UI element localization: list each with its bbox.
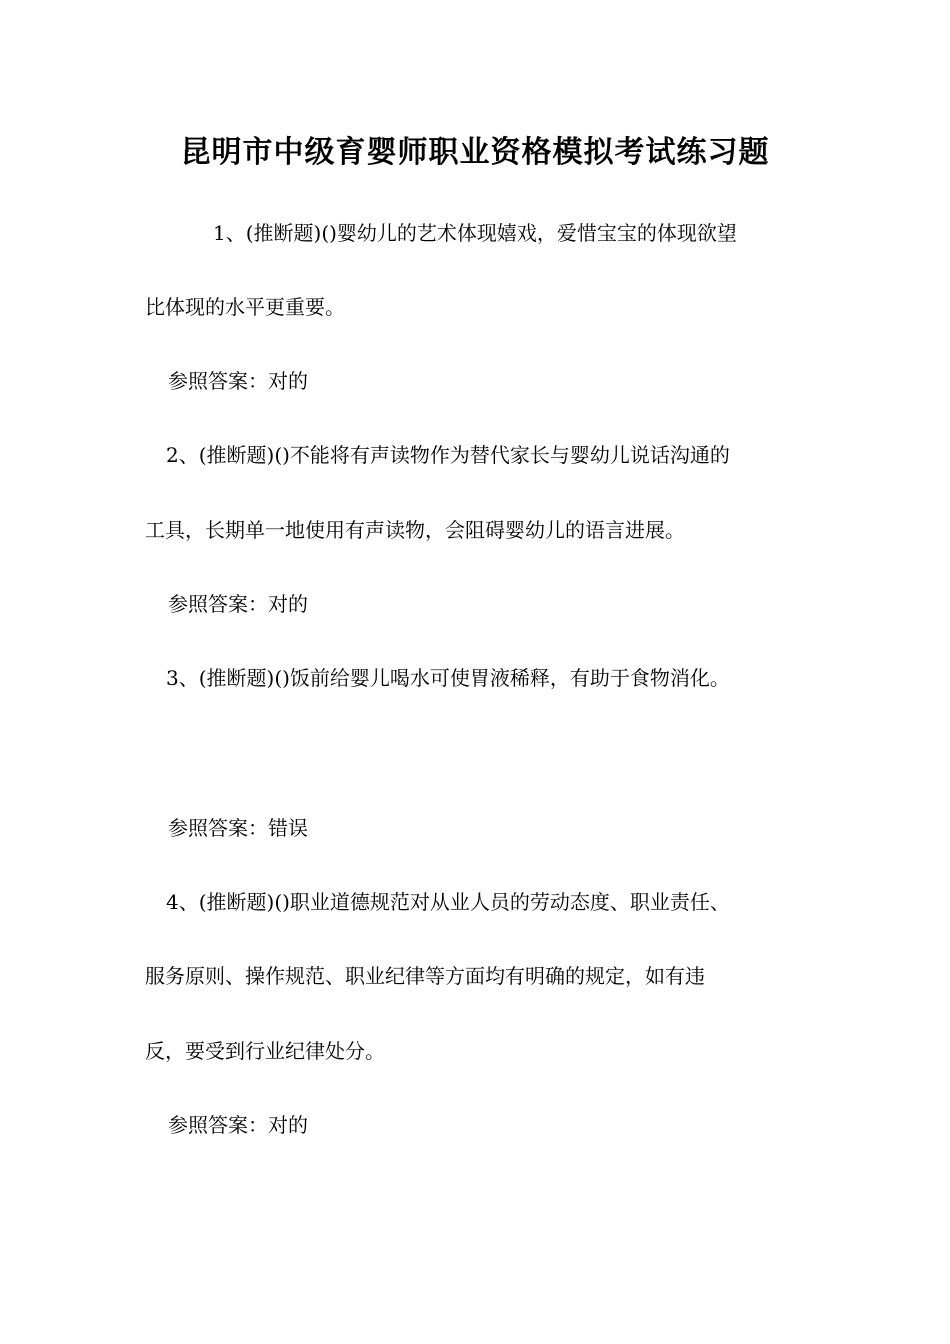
document-title: 昆明市中级育婴师职业资格模拟考试练习题 xyxy=(180,135,770,170)
question-1-line-2: 比体现的水平更重要。 xyxy=(145,295,345,319)
question-4-line-2: 服务原则、操作规范、职业纪律等方面均有明确的规定，如有违 xyxy=(145,964,705,988)
question-4-line-3: 反，要受到行业纪律处分。 xyxy=(145,1039,385,1063)
question-4-answer: 参照答案：对的 xyxy=(168,1113,308,1137)
question-2-line-2: 工具，长期单一地使用有声读物，会阻碍婴幼儿的语言进展。 xyxy=(145,518,685,542)
question-4-line-1: 4、(推断题)()职业道德规范对从业人员的劳动态度、职业责任、 xyxy=(166,890,730,914)
question-2-line-1: 2、(推断题)()不能将有声读物作为替代家长与婴幼儿说话沟通的 xyxy=(166,443,730,467)
question-1-answer: 参照答案：对的 xyxy=(168,369,308,393)
question-3-answer: 参照答案：错误 xyxy=(168,816,308,840)
question-2-answer: 参照答案：对的 xyxy=(168,592,308,616)
question-3-line-1: 3、(推断题)()饭前给婴儿喝水可使胃液稀释，有助于食物消化。 xyxy=(166,666,730,690)
question-1-line-1: 1、(推断题)()婴幼儿的艺术体现嬉戏，爱惜宝宝的体现欲望 xyxy=(213,221,737,245)
